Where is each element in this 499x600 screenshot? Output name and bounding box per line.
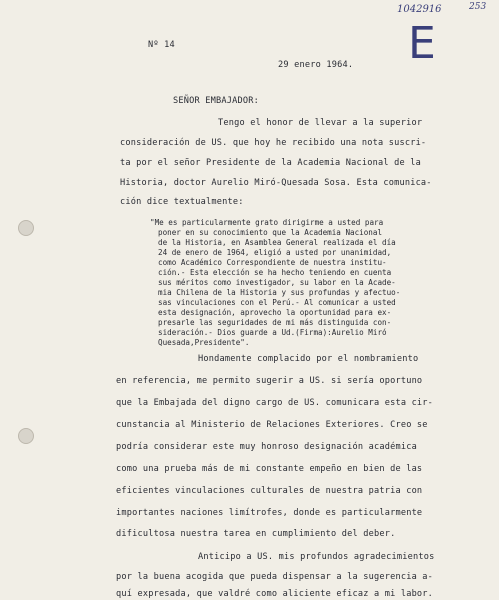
quote-line: poner en su conocimiento que la Academia Nacional bbox=[158, 228, 383, 237]
text-line: dificultosa nuestra tarea en cumplimiento del deber. bbox=[116, 529, 396, 539]
quote-line: mia Chilena de la Historia y sus profundas y afectuo- bbox=[158, 288, 401, 297]
text-line: Tengo el honor de llevar a la superior bbox=[218, 118, 423, 128]
quote-line: presarle las seguridades de mi más distinguida con- bbox=[158, 318, 392, 327]
text-line: importantes naciones limítrofes, donde es particularmente bbox=[116, 508, 423, 518]
text-line: quí expresada, que valdré como aliciente eficaz a mi labor. bbox=[116, 589, 434, 599]
quote-line: como Académico Correspondiente de nuestra institu- bbox=[158, 258, 387, 267]
quote-line: 24 de enero de 1964, eligió a usted por unanimidad, bbox=[158, 248, 392, 257]
quote-line: esta designación, aprovecho la oportunidad para ex- bbox=[158, 308, 392, 317]
handwritten-letter-mark: E bbox=[408, 18, 436, 69]
archive-reference-number: 1042916 bbox=[397, 4, 442, 15]
quote-line: ción.- Esta elección se ha hecho teniendo en cuenta bbox=[158, 268, 392, 277]
text-line: ta por el señor Presidente de la Academia Nacional de la bbox=[120, 158, 421, 168]
quote-line: Quesada,Presidente". bbox=[158, 338, 250, 347]
handwritten-page-number: 253 bbox=[469, 2, 487, 12]
text-line: Hondamente complacido por el nombramiento bbox=[198, 354, 419, 364]
quote-line: de la Historia, en Asamblea General realizada el día bbox=[158, 238, 396, 247]
document-date: 29 enero 1964. bbox=[278, 60, 354, 70]
text-line: como una prueba más de mi constante empeño en bien de las bbox=[116, 464, 423, 474]
salutation: SEÑOR EMBAJADOR: bbox=[173, 96, 259, 106]
text-line: eficientes vinculaciones culturales de nuestra patria con bbox=[116, 486, 423, 496]
quote-line: sas vinculaciones con el Perú.- Al comunicar a usted bbox=[158, 298, 396, 307]
punch-hole-bottom bbox=[18, 428, 34, 444]
text-line: por la buena acogida que pueda dispensar a la sugerencia a- bbox=[116, 572, 434, 582]
quote-line: "Me es particularmente grato dirigirme a usted para bbox=[150, 218, 384, 227]
text-line: cunstancia al Ministerio de Relaciones Exteriores. Creo se bbox=[116, 420, 428, 430]
punch-hole-top bbox=[18, 220, 34, 236]
text-line: que la Embajada del digno cargo de US. comunicara esta cir- bbox=[116, 398, 434, 408]
text-line: podría considerar este muy honroso designación académica bbox=[116, 442, 417, 452]
text-line: Anticipo a US. mis profundos agradecimientos bbox=[198, 552, 435, 562]
document-number: Nº 14 bbox=[148, 40, 175, 50]
quote-line: sus méritos como investigador, su labor en la Acade- bbox=[158, 278, 396, 287]
text-line: Historia, doctor Aurelio Miró-Quesada Sosa. Esta comunica- bbox=[120, 178, 432, 188]
text-line: en referencia, me permito sugerir a US. si sería oportuno bbox=[116, 376, 423, 386]
quote-line: sideración.- Dios guarde a Ud.(Firma):Aurelio Miró bbox=[158, 328, 387, 337]
text-line: consideración de US. que hoy he recibido una nota suscri- bbox=[120, 138, 427, 148]
text-line: ción dice textualmente: bbox=[120, 197, 244, 207]
